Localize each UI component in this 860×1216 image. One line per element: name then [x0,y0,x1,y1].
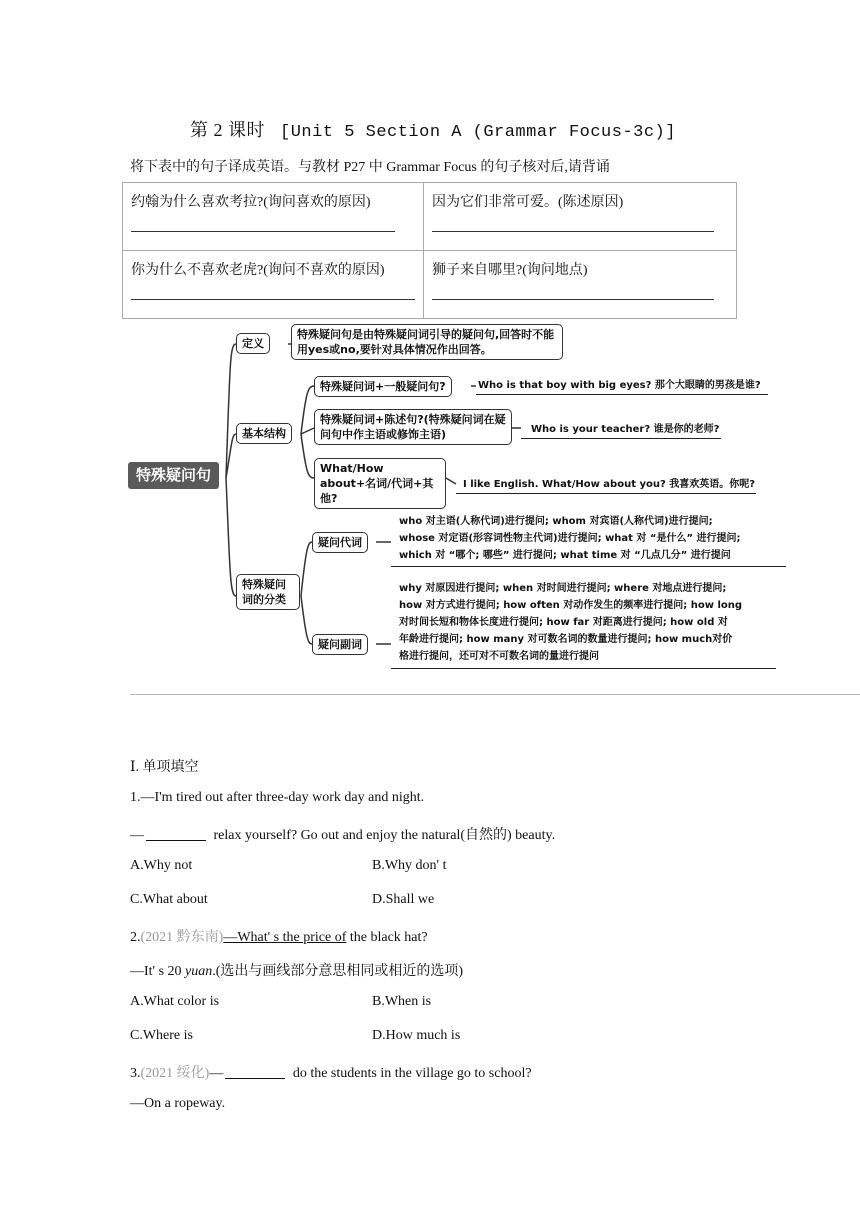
mind-map [126,322,816,682]
stem-text: the black hat? [346,930,428,945]
unit-section: [Unit 5 Section A (Grammar Focus-3c)] [280,123,676,142]
adverb-line: why 对原因进行提问; when 对时间进行提问; where 对地点进行提问; [399,583,727,594]
structure-example-3: I like English. What/How about you? 我喜欢英语。你呢? [463,479,756,490]
adverb-line: 对时间长短和物体长度进行提问; how far 对距离进行提问; how old 对 [399,617,728,628]
question-2-stem [130,926,428,946]
answer-line[interactable] [131,231,395,232]
section-divider [130,694,860,695]
answer-line[interactable] [432,231,714,232]
option-c[interactable]: C.Where is [130,1028,193,1043]
table-cell [424,183,737,251]
prompt-text: 约翰为什么喜欢考拉?(询问喜欢的原因) [131,195,371,210]
option-b[interactable]: B.Why don' t [372,858,447,873]
option-a[interactable]: A.What color is [130,994,220,1009]
question-source: (2021 黔东南) [140,930,224,945]
question-3-stem [130,1062,532,1082]
table-cell [123,183,424,251]
stem-text: do the students in the village go to school? [289,1066,532,1081]
structure-form-1: 特殊疑问词+一般疑问句? [314,376,452,397]
adverb-line: how 对方式进行提问; how often 对动作发生的频率进行提问; how long [399,600,743,611]
stem-text: .(选出与画线部分意思相同或相近的选项) [212,964,464,979]
structure-example-1: Who is that boy with big eyes? 那个大眼睛的男孩是谁? [478,380,761,391]
classification-node: 特殊疑问词的分类 [236,574,300,610]
pronoun-line: who 对主语(人称代词)进行提问; whom 对宾语(人称代词)进行提问; [399,516,713,527]
answer-line[interactable] [131,299,415,300]
question-number: 3. [130,1066,141,1081]
example-underline [476,394,768,395]
structure-form-2: 特殊疑问词+陈述句?(特殊疑问词在疑问句中作主语或修饰主语) [314,409,512,445]
dash: — [130,828,144,843]
option-d[interactable]: D.Shall we [372,892,435,907]
definition-text: 特殊疑问句是由特殊疑问词引导的疑问句,回答时不能用yes或no,要针对具体情况作出回答。 [291,324,563,360]
section-title: Ⅰ. 单项填空 [130,760,199,775]
structure-example-2: Who is your teacher? 谁是你的老师? [531,424,720,435]
stem-text: relax yourself? Go out and enjoy the natural(自然的) beauty. [210,828,556,843]
question-1-line2 [130,824,555,844]
example-underline [521,438,721,439]
answer-blank[interactable] [225,1064,285,1079]
question-3-line2: —On a ropeway. [130,1096,226,1111]
dash: — [209,1066,224,1081]
lesson-number: 第 2 课时 [190,120,265,140]
pronoun-line: which 对 “哪个; 哪些” 进行提问; what time 对 “几点几分” 进行提问 [399,550,731,561]
definition-node: 定义 [236,333,270,354]
adverb-line: 格进行提问，还可对不可数名词的量进行提问 [399,651,599,662]
answer-line[interactable] [432,299,714,300]
mind-map-root: 特殊疑问句 [128,462,219,489]
question-source: (2021 绥化) [140,1066,210,1081]
prompt-text: 因为它们非常可爱。(陈述原因) [432,195,624,210]
dash: — [223,930,238,945]
example-underline [456,493,756,494]
question-number: 2. [130,930,141,945]
italic-word: yuan [185,964,213,979]
structure-form-3: What/How about+名词/代词+其他? [314,458,446,509]
option-c[interactable]: C.What about [130,892,208,907]
prompt-text: 狮子来自哪里?(询问地点) [432,263,588,278]
question-2-line2 [130,960,463,980]
option-a[interactable]: A.Why not [130,858,193,873]
adverb-line: 年龄进行提问; how many 对可数名词的数量进行提问; how much对价 [399,634,733,645]
prompt-text: 你为什么不喜欢老虎?(询问不喜欢的原因) [131,263,385,278]
underlined-phrase: What' s the price of [237,930,347,945]
pronoun-line: whose 对定语(形容词性物主代词)进行提问; what 对 “是什么” 进行提问; [399,533,741,544]
answer-blank[interactable] [146,826,206,841]
adverb-underline [391,668,776,669]
page-title [190,116,676,142]
structure-node: 基本结构 [236,423,292,444]
translation-table [122,182,737,319]
option-b[interactable]: B.When is [372,994,432,1009]
pronoun-underline [391,566,786,567]
pronoun-node: 疑问代词 [312,532,368,553]
table-cell [123,251,424,319]
adverb-node: 疑问副词 [312,634,368,655]
instruction: 将下表中的句子译成英语。与教材 P27 中 Grammar Focus 的句子核对后,请背诵 [130,160,610,175]
stem-text: —It' s 20 [130,964,186,979]
option-d[interactable]: D.How much is [372,1028,461,1043]
question-1-stem: 1.—I'm tired out after three-day work day and night. [130,790,425,805]
table-cell [424,251,737,319]
